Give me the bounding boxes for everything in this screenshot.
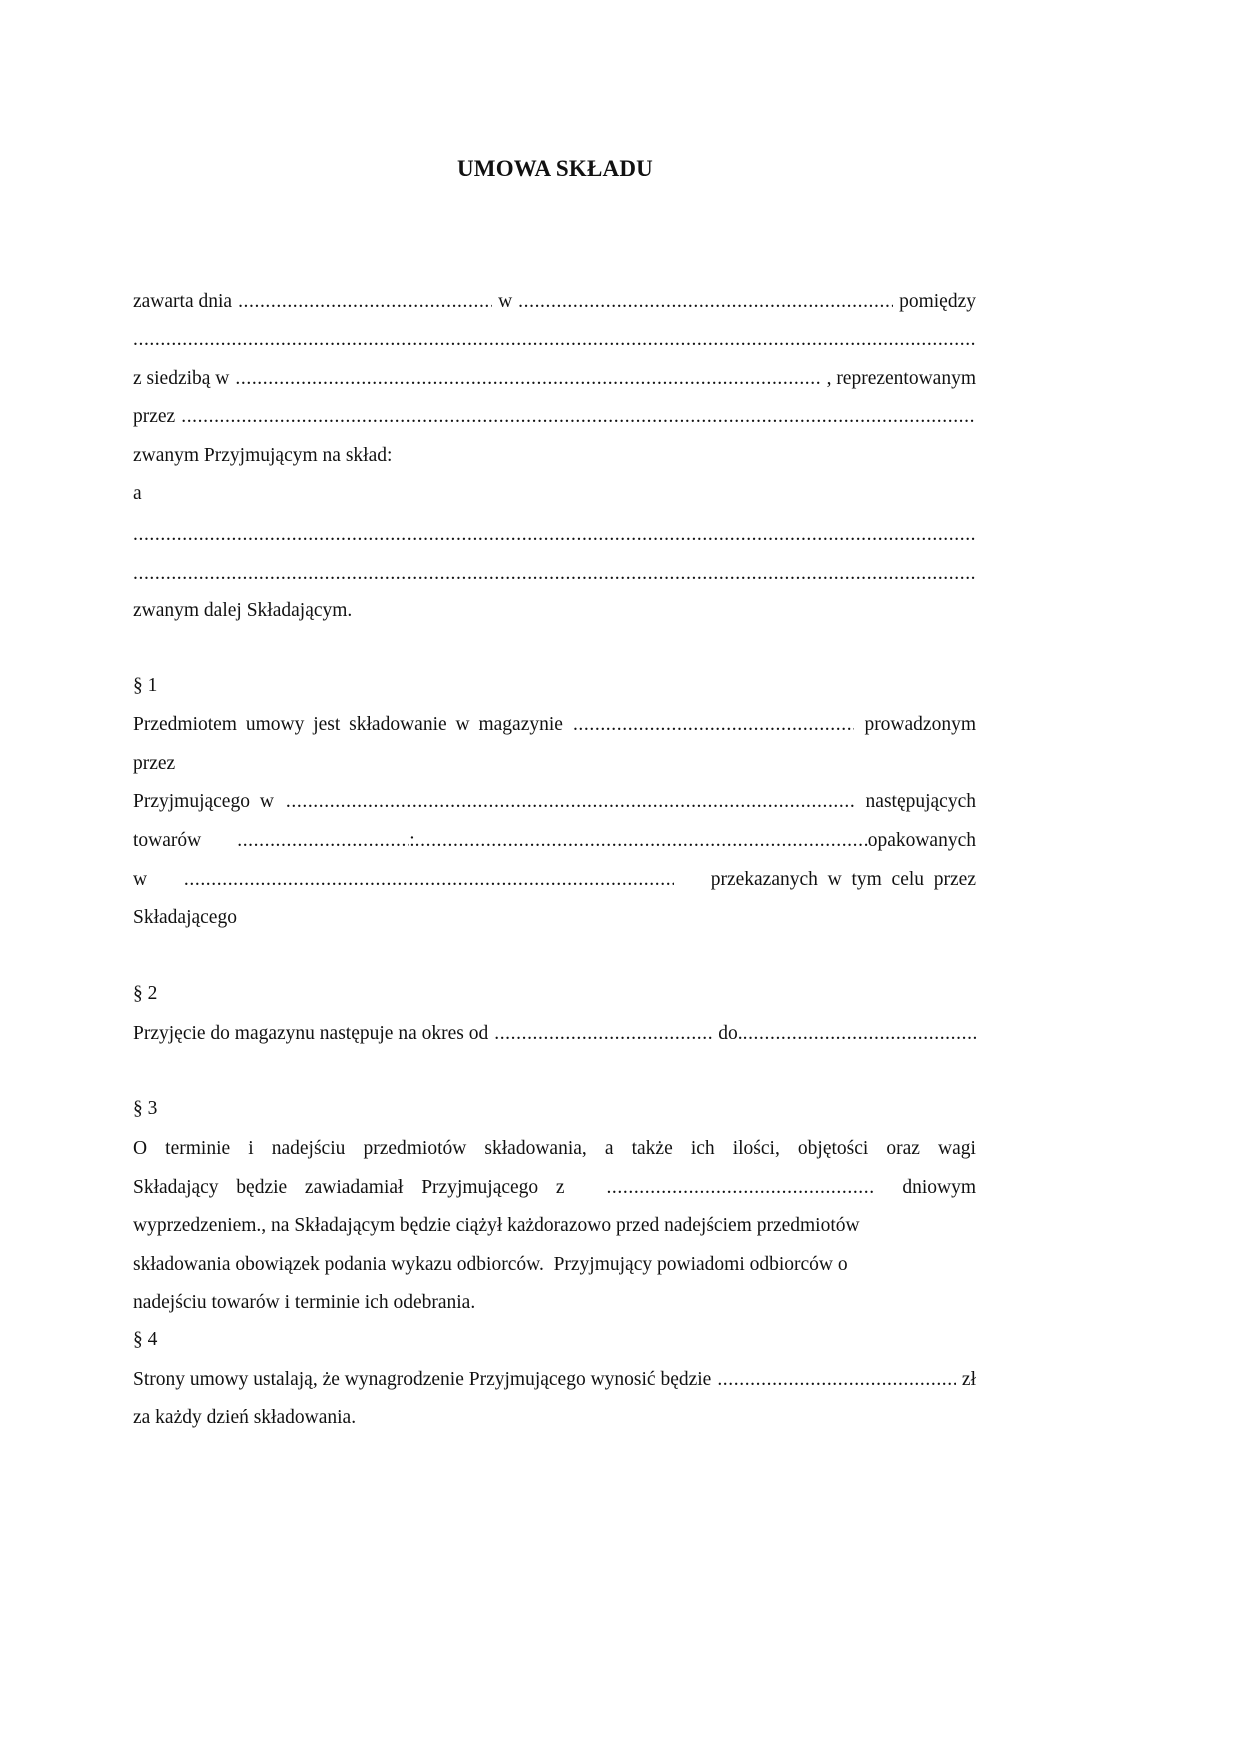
word: ich: [690, 1138, 715, 1159]
section-1-line-6: Składającego: [133, 907, 237, 928]
preamble-line-by: [133, 405, 976, 429]
text: towarów: [133, 830, 202, 851]
blank-warehouse[interactable]: [573, 713, 854, 737]
word: wagi: [938, 1138, 976, 1159]
text: Składający będzie zawiadamiał Przyjmującego z: [133, 1177, 565, 1198]
section-3-line-4: składowania obowiązek podania wykazu odbiorców. Przyjmujący powiadomi odbiorców o: [133, 1254, 848, 1275]
blank-period-to[interactable]: [743, 1022, 976, 1046]
section-4-line-1: [133, 1368, 976, 1392]
word: oraz: [886, 1138, 920, 1159]
label-seat: z siedzibą w: [133, 368, 230, 389]
word: objętości: [797, 1138, 869, 1159]
text: zł: [961, 1369, 976, 1390]
label-depositor: zwanym dalej Składającym.: [133, 600, 353, 621]
text: przekazanych w tym celu przez: [710, 869, 976, 890]
preamble-line-date-place: [133, 290, 976, 314]
section-1-line-2: przez: [133, 753, 176, 774]
label-by: przez: [133, 406, 176, 427]
blank-period-from[interactable]: [494, 1022, 712, 1046]
text: Przyjmującego w: [133, 791, 274, 812]
section-4-line-2: za każdy dzień składowania.: [133, 1407, 357, 1428]
blank-representative[interactable]: [181, 405, 976, 429]
label-represented: , reprezentowanym: [826, 368, 976, 389]
section-3-line-1: [133, 1137, 976, 1161]
label-date: zawarta dnia: [133, 291, 233, 312]
word: terminie: [165, 1138, 231, 1159]
word: przedmiotów: [363, 1138, 467, 1159]
blank-location[interactable]: [286, 790, 854, 814]
blank-fee-amount[interactable]: [717, 1368, 956, 1392]
label-between: pomiędzy: [899, 291, 976, 312]
word: ilości,: [732, 1138, 780, 1159]
section-1-line-3: [133, 790, 976, 814]
text: Przedmiotem umowy jest składowanie w magazynie: [133, 714, 563, 735]
label-place: w: [498, 291, 513, 312]
text: prowadzonym: [864, 714, 976, 735]
section-1-line-5: [133, 868, 976, 892]
text: :: [409, 830, 415, 851]
word: O: [133, 1138, 148, 1159]
blank-goods-1[interactable]: [237, 829, 409, 853]
blank-notice-days[interactable]: [606, 1176, 874, 1200]
word: i: [248, 1138, 254, 1159]
section-3-line-3: wyprzedzeniem., na Składającym będzie ciążył każdorazowo przed nadejściem przedmiotów: [133, 1215, 860, 1236]
blank-packaging[interactable]: [184, 868, 674, 892]
blank-goods-2[interactable]: [415, 829, 868, 853]
section-3-heading: § 3: [133, 1098, 158, 1119]
section-2-heading: § 2: [133, 983, 158, 1004]
blank-party2-line1[interactable]: [133, 523, 976, 547]
text: w: [133, 869, 148, 890]
word: nadejściu: [271, 1138, 346, 1159]
blank-place[interactable]: [518, 290, 893, 314]
section-1-line-1: [133, 713, 976, 737]
section-2-line-1: [133, 1022, 976, 1046]
text: Strony umowy ustalają, że wynagrodzenie Przyjmującego wynosić będzie: [133, 1369, 712, 1390]
text: Przyjęcie do magazynu następuje na okres od: [133, 1023, 489, 1044]
section-1-line-4: [133, 829, 976, 853]
text: następujących: [865, 791, 976, 812]
section-3-line-5: nadejściu towarów i terminie ich odebrania.: [133, 1292, 476, 1313]
section-3-line-2: [133, 1176, 976, 1200]
text: dniowym: [902, 1177, 976, 1198]
blank-date[interactable]: [238, 290, 492, 314]
word: składowania,: [484, 1138, 587, 1159]
section-1-heading: § 1: [133, 675, 158, 696]
label-receiver: zwanym Przyjmującym na skład:: [133, 445, 393, 466]
document-title: UMOWA SKŁADU: [456, 156, 653, 181]
word: także: [631, 1138, 673, 1159]
word: a: [604, 1138, 614, 1159]
blank-party2-line2[interactable]: [133, 562, 976, 586]
section-4-heading: § 4: [133, 1329, 158, 1350]
text: do.: [718, 1023, 743, 1044]
blank-party1-name[interactable]: [133, 328, 976, 352]
preamble-line-seat: [133, 367, 976, 391]
label-and: a: [133, 483, 142, 504]
blank-seat[interactable]: [235, 367, 820, 391]
text: opakowanych: [867, 830, 976, 851]
